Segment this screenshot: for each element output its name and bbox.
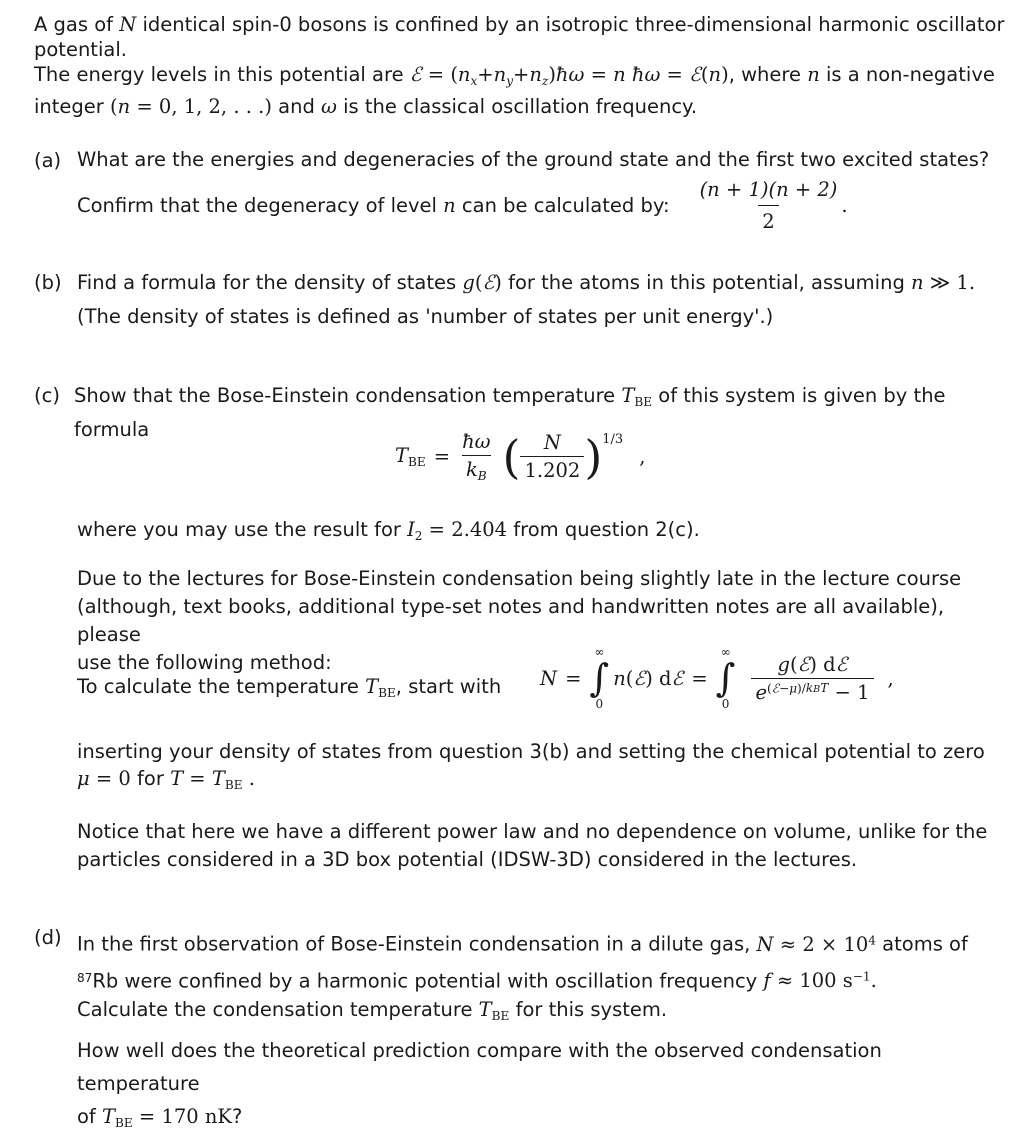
part-c-question: Show that the Bose-Einstein condensation temperature $T_{BE}$ of this system is given by the formula [74, 384, 946, 442]
part-b-note: (The density of states is defined as 'number of states per unit energy'.) [77, 305, 774, 328]
number-integral-equation: N = ∞ ∫ 0 n(ℰ) dℰ = ∞ ∫ 0 $\frac{\text{g(ℰ) dℰ}}{e^{(ℰ-\mu)/kBT} - 1}$ , [540, 645, 894, 711]
intro-line-2: potential. [34, 38, 127, 61]
part-c-note: Due to the lectures for Bose-Einstein condensation being slightly late in the lecture course (although, text books, additional type-set notes and handwritten notes are all available), please use the following method: [77, 567, 962, 674]
degeneracy-fraction: $\frac{(n + 1)(n + 2)}{2}$ [699, 178, 838, 233]
intro-line-3: The energy levels in this potential are ℰ = $(n_x+n_y+n_z)ħ\omega = n$ ħω = ℰ(n), where n is a non-negative [34, 63, 995, 89]
part-c-label: (c) [34, 384, 60, 407]
part-d-label: (d) [34, 926, 62, 949]
intro-line-1: A gas of N identical spin-0 bosons is confined by an isotropic three-dimensional harmonic oscillator [34, 13, 1005, 36]
part-c-method-label: To calculate the temperature $T_{BE}$, start with [77, 675, 502, 701]
part-c-hint: where you may use the result for $I_2 = 2.404$ from question 2(c). [77, 518, 700, 544]
part-d-question: In the first observation of Bose-Einstein condensation in a dilute gas, $N \approx 2 \times 10^4$ atoms of $^{87}$Rb were confined by a harmonic potential with oscillation frequency f ≈ 100 $s^{-1}$. Calculate the condensation temperature $T_{BE}$ for this system. How well does the theoretical prediction compare with the observed condensation temperature of $T_{BE} = 170$ nK? [77, 932, 968, 1130]
part-a-label: (a) [34, 149, 62, 172]
part-b-label: (b) [34, 271, 62, 294]
intro-line-4: integer (n = 0, 1, 2, . . .) and ω is the classical oscillation frequency. [34, 95, 698, 119]
part-c-notice: Notice that here we have a different power law and no dependence on volume, unlike for the particles considered in a 3D box potential (IDSW-3D) considered in the lectures. [77, 820, 988, 871]
part-c-insert: inserting your density of states from question 3(b) and setting the chemical potential to zero μ = 0 for $T = T_{BE}$ . [77, 740, 985, 793]
exponent: 1/3 [602, 432, 624, 447]
math-N: N [119, 13, 137, 36]
energy-equation: ℰ = $(n_x+n_y+n_z)ħ\omega = n$ ħω = ℰ(n) [409, 63, 729, 89]
part-a-question: What are the energies and degeneracies of the ground state and the first two excited states? [77, 148, 990, 171]
part-a-degeneracy-line: Confirm that the degeneracy of level n can be calculated by: $\frac{(n + 1)(n + 2)}{2}$ . [77, 178, 848, 233]
tbe-formula: $T_{BE}$ = $\frac{ħ\omega}{k_B}$ ( $\frac{N}{1.202}$ ) 1/3 , [395, 429, 646, 484]
intro-paragraph [34, 12, 1006, 119]
part-b-question: Find a formula for the density of states g(ℰ) for the atoms in this potential, assuming n ≫ 1. [77, 271, 976, 294]
